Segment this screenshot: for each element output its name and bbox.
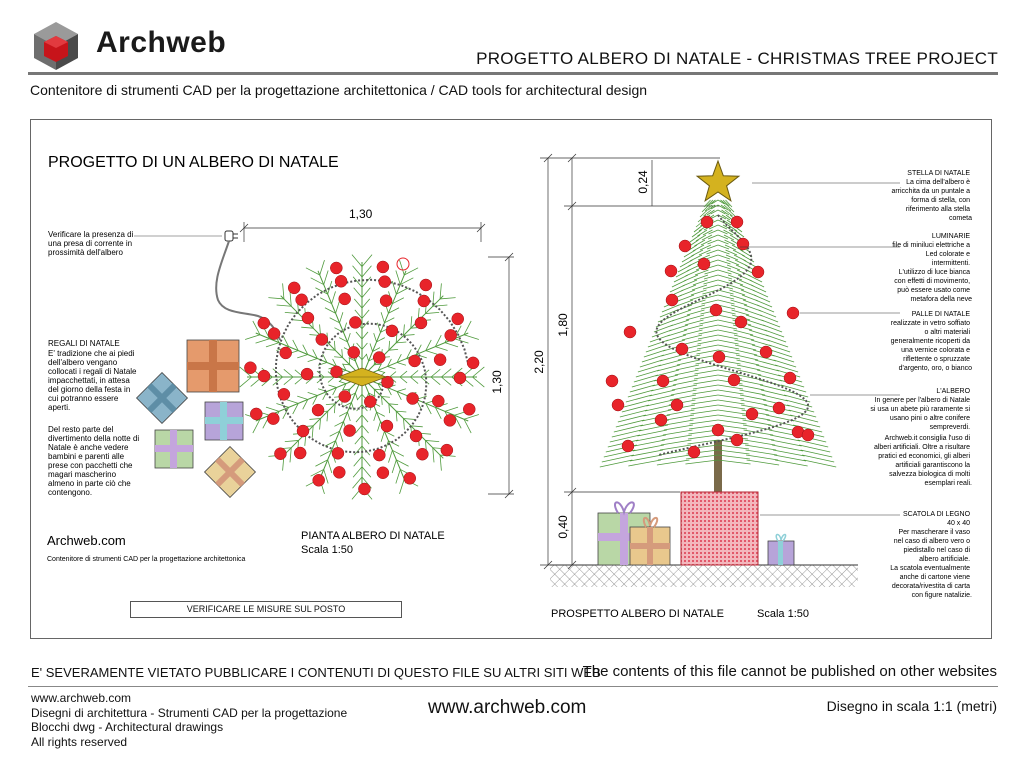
footer-line-rights: All rights reserved [31,734,128,749]
elevation-tree [600,200,836,492]
plan-width-label: 1,30 [349,207,373,221]
elevation-notes [870,170,972,599]
verify-measures-box: VERIFICARE LE MISURE SUL POSTO [130,601,402,618]
elevation-tree-height: 1,80 [556,313,570,337]
elevation-star-icon [697,161,739,201]
elevation-star-height: 0,24 [636,170,650,194]
plan-ornament-outline [397,258,409,270]
footer-divider [28,686,998,687]
gifts-note [48,339,141,497]
elevation-label: PROSPETTO ALBERO DI NATALE [551,608,724,620]
footer-line-blocks: Blocchi dwg - Architectural drawings [31,720,224,734]
elevation-total-height: 2,20 [532,350,546,374]
svg-text:Verificare la presenza di: Verificare la presenza di una presa di corrente in prossimità dell'albero [48,230,134,257]
plan-gift-green [155,430,193,468]
lights-note: LUMINARIE file di miniluci elettriche a Led colorate e intermittenti. L'utilizzo di luce bianca con effetti di movimento, può essere usato come metafora della neve [892,233,972,303]
elevation-gift-small [768,534,794,565]
plan-depth-label: 1,30 [490,370,504,394]
site-tagline: Contenitore di strumenti CAD per la progettazione architettonica [47,556,246,563]
footer-line-drawings: Disegni di architettura - Strumenti CAD per la progettazione [31,705,348,720]
svg-text:REGALI DI NATALE E' trad: REGALI DI NATALE E' tradizione che ai piedi dell'albero vengano collocati i regali di Natale impacchettati, in attesa del giorno della festa in cui potranno essere aperti. Del resto parte del divertimento della notte di Natale è anche vedere bambini e parenti alle prese con pacchetti che magari mascherino almeno in parte ciò che contengono. [48,339,140,497]
elevation-scale: Scala 1:50 [757,608,809,620]
plan-gift-purple [205,402,243,440]
plan-heading: PROGETTO DI UN ALBERO DI NATALE [48,154,339,171]
socket-note [48,230,136,257]
brand-name: Archweb [96,26,227,59]
site-name: Archweb.com [47,533,126,548]
warning-english: The contents of this file cannot be published on other websites [582,663,997,680]
footer-url[interactable]: www.archweb.com [428,697,587,718]
tree-note: L'ALBERO In genere per l'albero di Natale si usa un abete più raramente si usano pini o altre conifere sempreverdi. Archweb.it consiglia l'uso di alberi artificiali. Oltre a risultare pratici ed economici, gli alberi artificiali garantiscono la salvezza biologica di molti esemplari reali. [870,388,972,487]
page-subtitle: Contenitore di strumenti CAD per la progettazione architettonica / CAD tools for architectural design [30,82,648,98]
page-title: PROGETTO ALBERO DI NATALE - CHRISTMAS TREE PROJECT [476,49,998,68]
plan-width-dimension [240,222,485,242]
balls-note: PALLE DI NATALE realizzate in vetro soffiato o altri materiali generalmente ricoperti da una vernice colorata e riflettente o spruzzate d'argento, oro, o bianco [890,311,972,372]
plan-gift-tan [205,447,256,498]
plan-label: PIANTA ALBERO DI NATALE [301,530,445,542]
plug-icon [225,231,238,241]
power-cable [216,241,280,340]
elevation-box-height: 0,40 [556,515,570,539]
plan-gift-orange [187,340,239,392]
footer-line-website: www.archweb.com [31,691,132,705]
warning-italian: E' SEVERAMENTE VIETATO PUBBLICARE I CONTENUTI DI QUESTO FILE SU ALTRI SITI WEB [31,665,601,680]
wooden-box [681,492,758,565]
footer-scale-note: Disegno in scala 1:1 (metri) [826,698,997,714]
plan-scale: Scala 1:50 [301,544,353,556]
plan-gift-blue [137,373,188,424]
box-note: SCATOLA DI LEGNO 40 x 40 Per mascherare il vaso nel caso di albero vero o piedistallo nel caso di albero artificiale. La scatola eventualmente anche di cartone viene decorata/rivestita di carta con figure natalizie. [890,511,972,599]
star-note: STELLA DI NATALE La cima dell'albero è arricchita da un puntale a forma di stella, con riferimento alla stella cometa [891,170,972,222]
